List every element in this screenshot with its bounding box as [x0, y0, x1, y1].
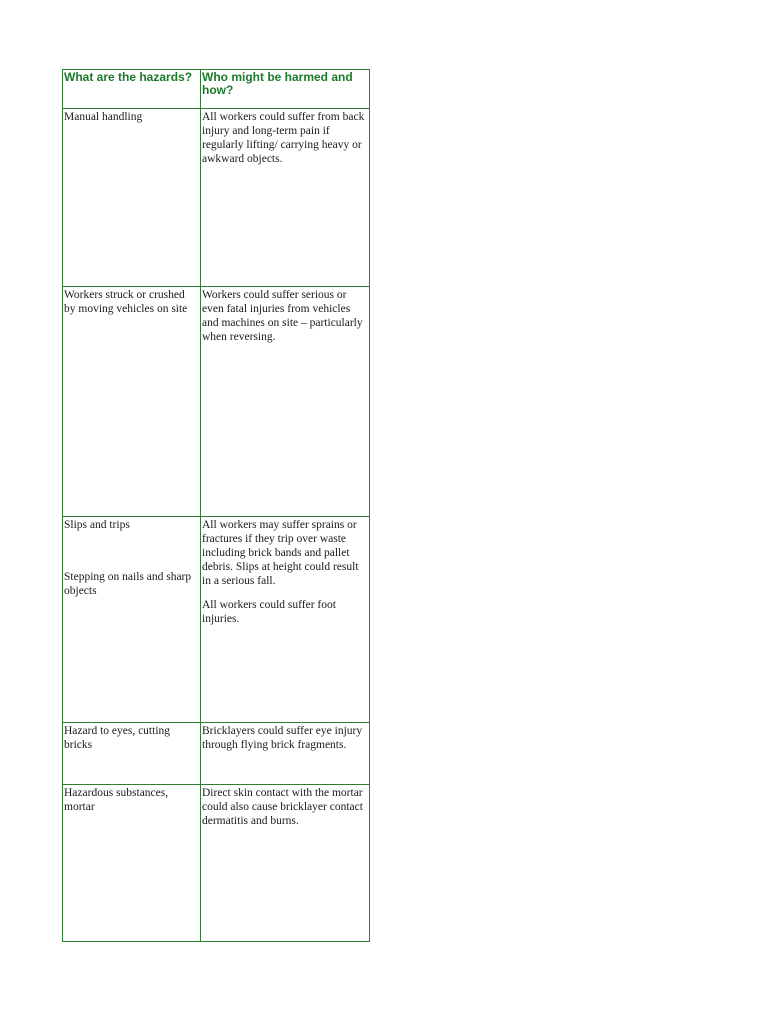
harm-cell: [201, 517, 370, 723]
harm-cell: All workers could suffer from back injury and long-term pain if regularly lifting/ carrying heavy or awkward objects.: [201, 109, 370, 287]
hazard-cell: [63, 517, 201, 723]
hazard-cell: Manual handling: [63, 109, 201, 287]
header-hazards: What are the hazards?: [63, 70, 201, 109]
header-who-harmed: Who might be harmed and how?: [201, 70, 370, 109]
table-row: [63, 517, 370, 723]
table-row: [63, 785, 370, 942]
hazard-text: Slips and trips: [64, 519, 130, 531]
table-row: [63, 287, 370, 517]
table-row: [63, 723, 370, 785]
hazard-cell: Hazard to eyes, cutting bricks: [63, 723, 201, 785]
hazard-text-secondary: Stepping on nails and sharp objects: [64, 571, 192, 597]
hazard-table: [62, 69, 370, 942]
hazard-cell: Workers struck or crushed by moving vehicles on site: [63, 287, 201, 517]
harm-text: All workers may suffer sprains or fractures if they trip over waste including brick bands and pallet debris. Slips at height could result in a serious fall.: [202, 519, 359, 587]
table-header-row: [63, 70, 370, 109]
harm-cell: Workers could suffer serious or even fatal injuries from vehicles and machines on site – particularly when reversing.: [201, 287, 370, 517]
spacer: [64, 532, 199, 570]
harm-cell: Bricklayers could suffer eye injury through flying brick fragments.: [201, 723, 370, 785]
hazard-cell: Hazardous substances, mortar: [63, 785, 201, 942]
table-row: [63, 109, 370, 287]
harm-text-secondary: All workers could suffer foot injuries.: [202, 599, 336, 625]
harm-cell: Direct skin contact with the mortar could also cause bricklayer contact dermatitis and burns.: [201, 785, 370, 942]
